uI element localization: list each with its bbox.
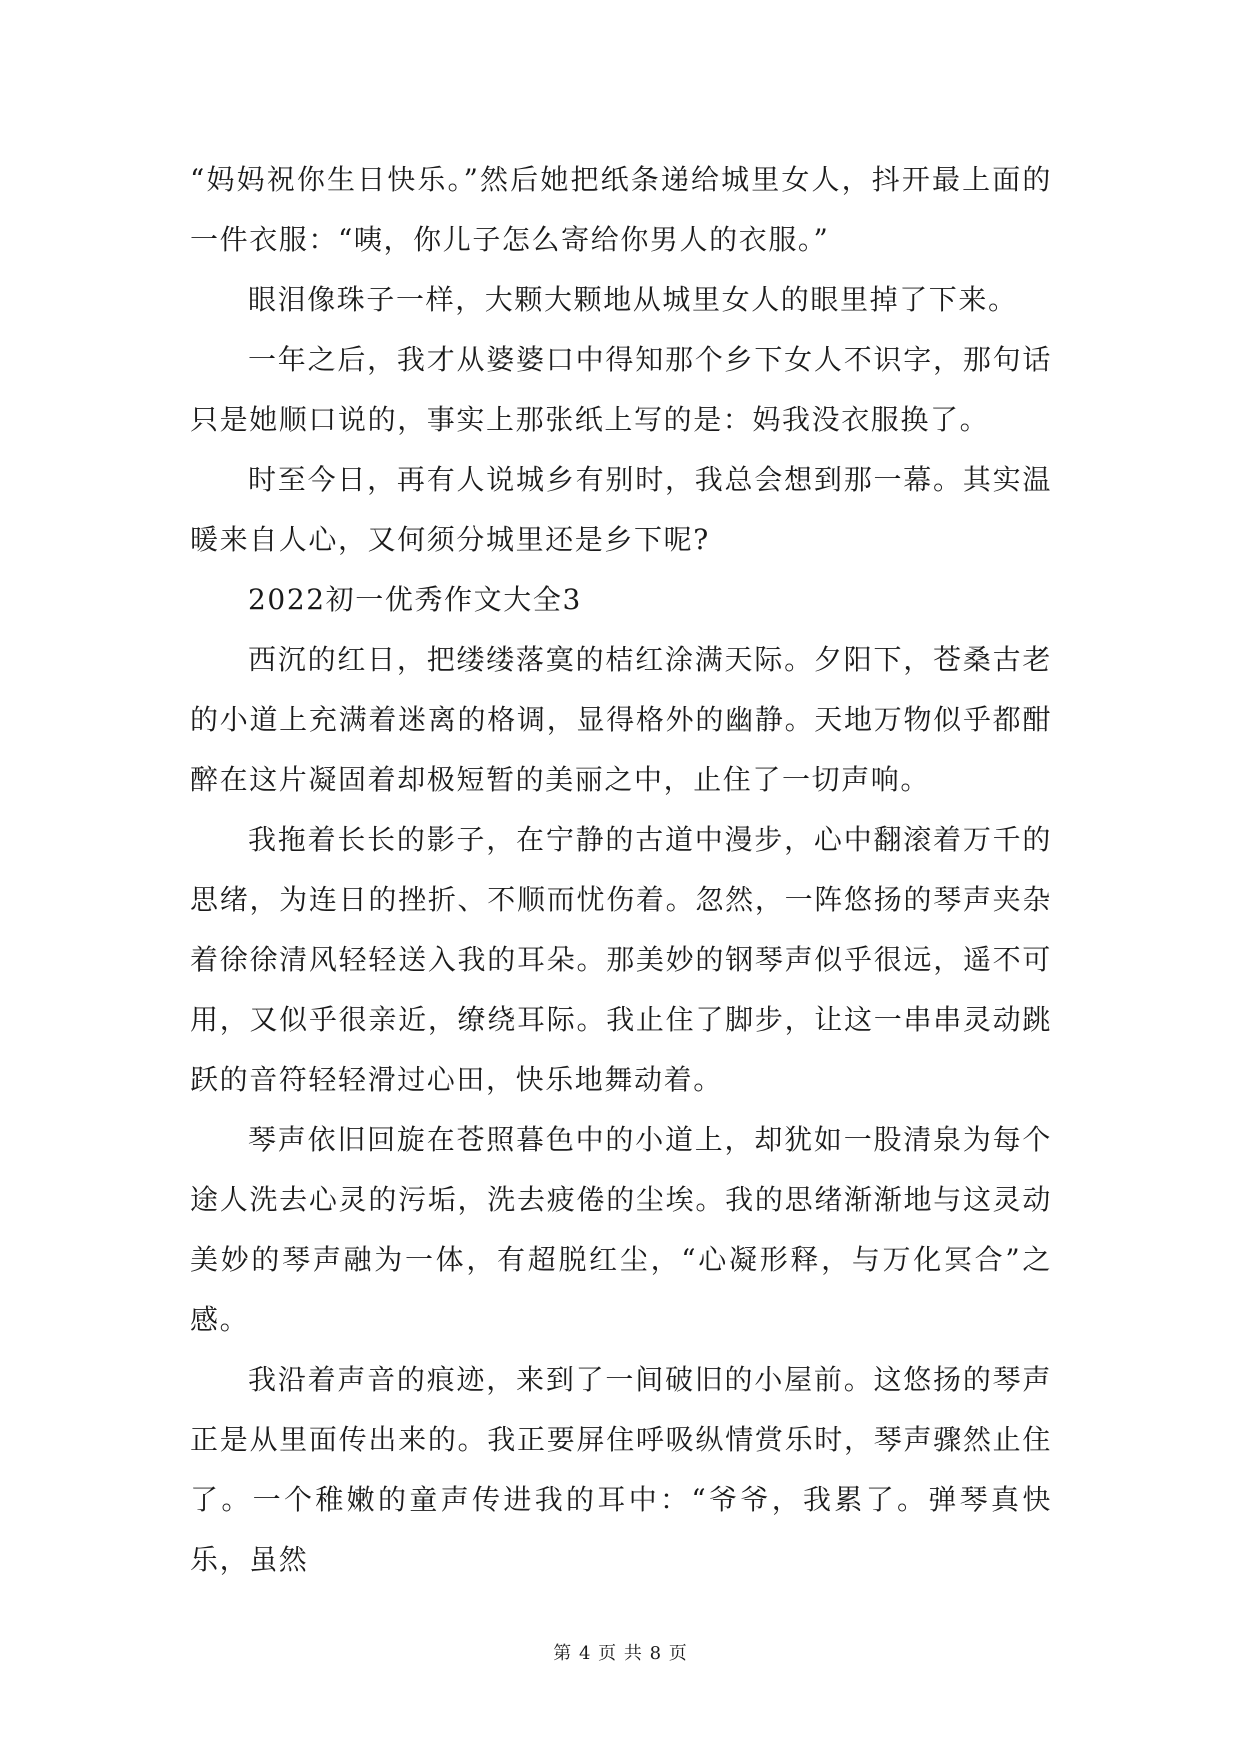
paragraph: 眼泪像珠子一样，大颗大颗地从城里女人的眼里掉了下来。 [248, 283, 1018, 316]
paragraph: 一年之后，我才从婆婆口中得知那个乡下女人不识字，那句话只是她顺口说的，事实上那张纸上写的是：妈我没衣服换了。 [190, 343, 1052, 436]
paragraph: 西沉的红日，把缕缕落寞的桔红涂满天际。夕阳下，苍桑古老的小道上充满着迷离的格调，显得格外的幽静。天地万物似乎都酣醉在这片凝固着却极短暂的美丽之中，止住了一切声响。 [190, 643, 1052, 796]
page-number: 第 4 页 共 8 页 [553, 1643, 688, 1664]
document-body [190, 150, 1052, 1590]
paragraph-continued: “妈妈祝你生日快乐。”然后她把纸条递给城里女人，抖开最上面的一件衣服：“咦，你儿子怎么寄给你男人的衣服。” [190, 163, 1052, 256]
paragraph: 我拖着长长的影子，在宁静的古道中漫步，心中翻滚着万千的思绪，为连日的挫折、不顺而忧伤着。忽然，一阵悠扬的琴声夹杂着徐徐清风轻轻送入我的耳朵。那美妙的钢琴声似乎很远，遥不可用，又似乎很亲近，缭绕耳际。我止住了脚步，让这一串串灵动跳跃的音符轻轻滑过心田，快乐地舞动着。 [190, 823, 1052, 1096]
paragraph: 时至今日，再有人说城乡有别时，我总会想到那一幕。其实温暖来自人心，又何须分城里还是乡下呢? [190, 463, 1052, 556]
section-title: 2022初一优秀作文大全3 [248, 583, 582, 616]
paragraph: 琴声依旧回旋在苍照暮色中的小道上，却犹如一股清泉为每个途人洗去心灵的污垢，洗去疲倦的尘埃。我的思绪渐渐地与这灵动美妙的琴声融为一体，有超脱红尘，“心凝形释，与万化冥合”之感。 [190, 1123, 1052, 1336]
paragraph: 我沿着声音的痕迹，来到了一间破旧的小屋前。这悠扬的琴声正是从里面传出来的。我正要屏住呼吸纵情赏乐时，琴声骤然止住了。一个稚嫩的童声传进我的耳中：“爷爷，我累了。弹琴真快乐，虽然 [190, 1363, 1052, 1576]
